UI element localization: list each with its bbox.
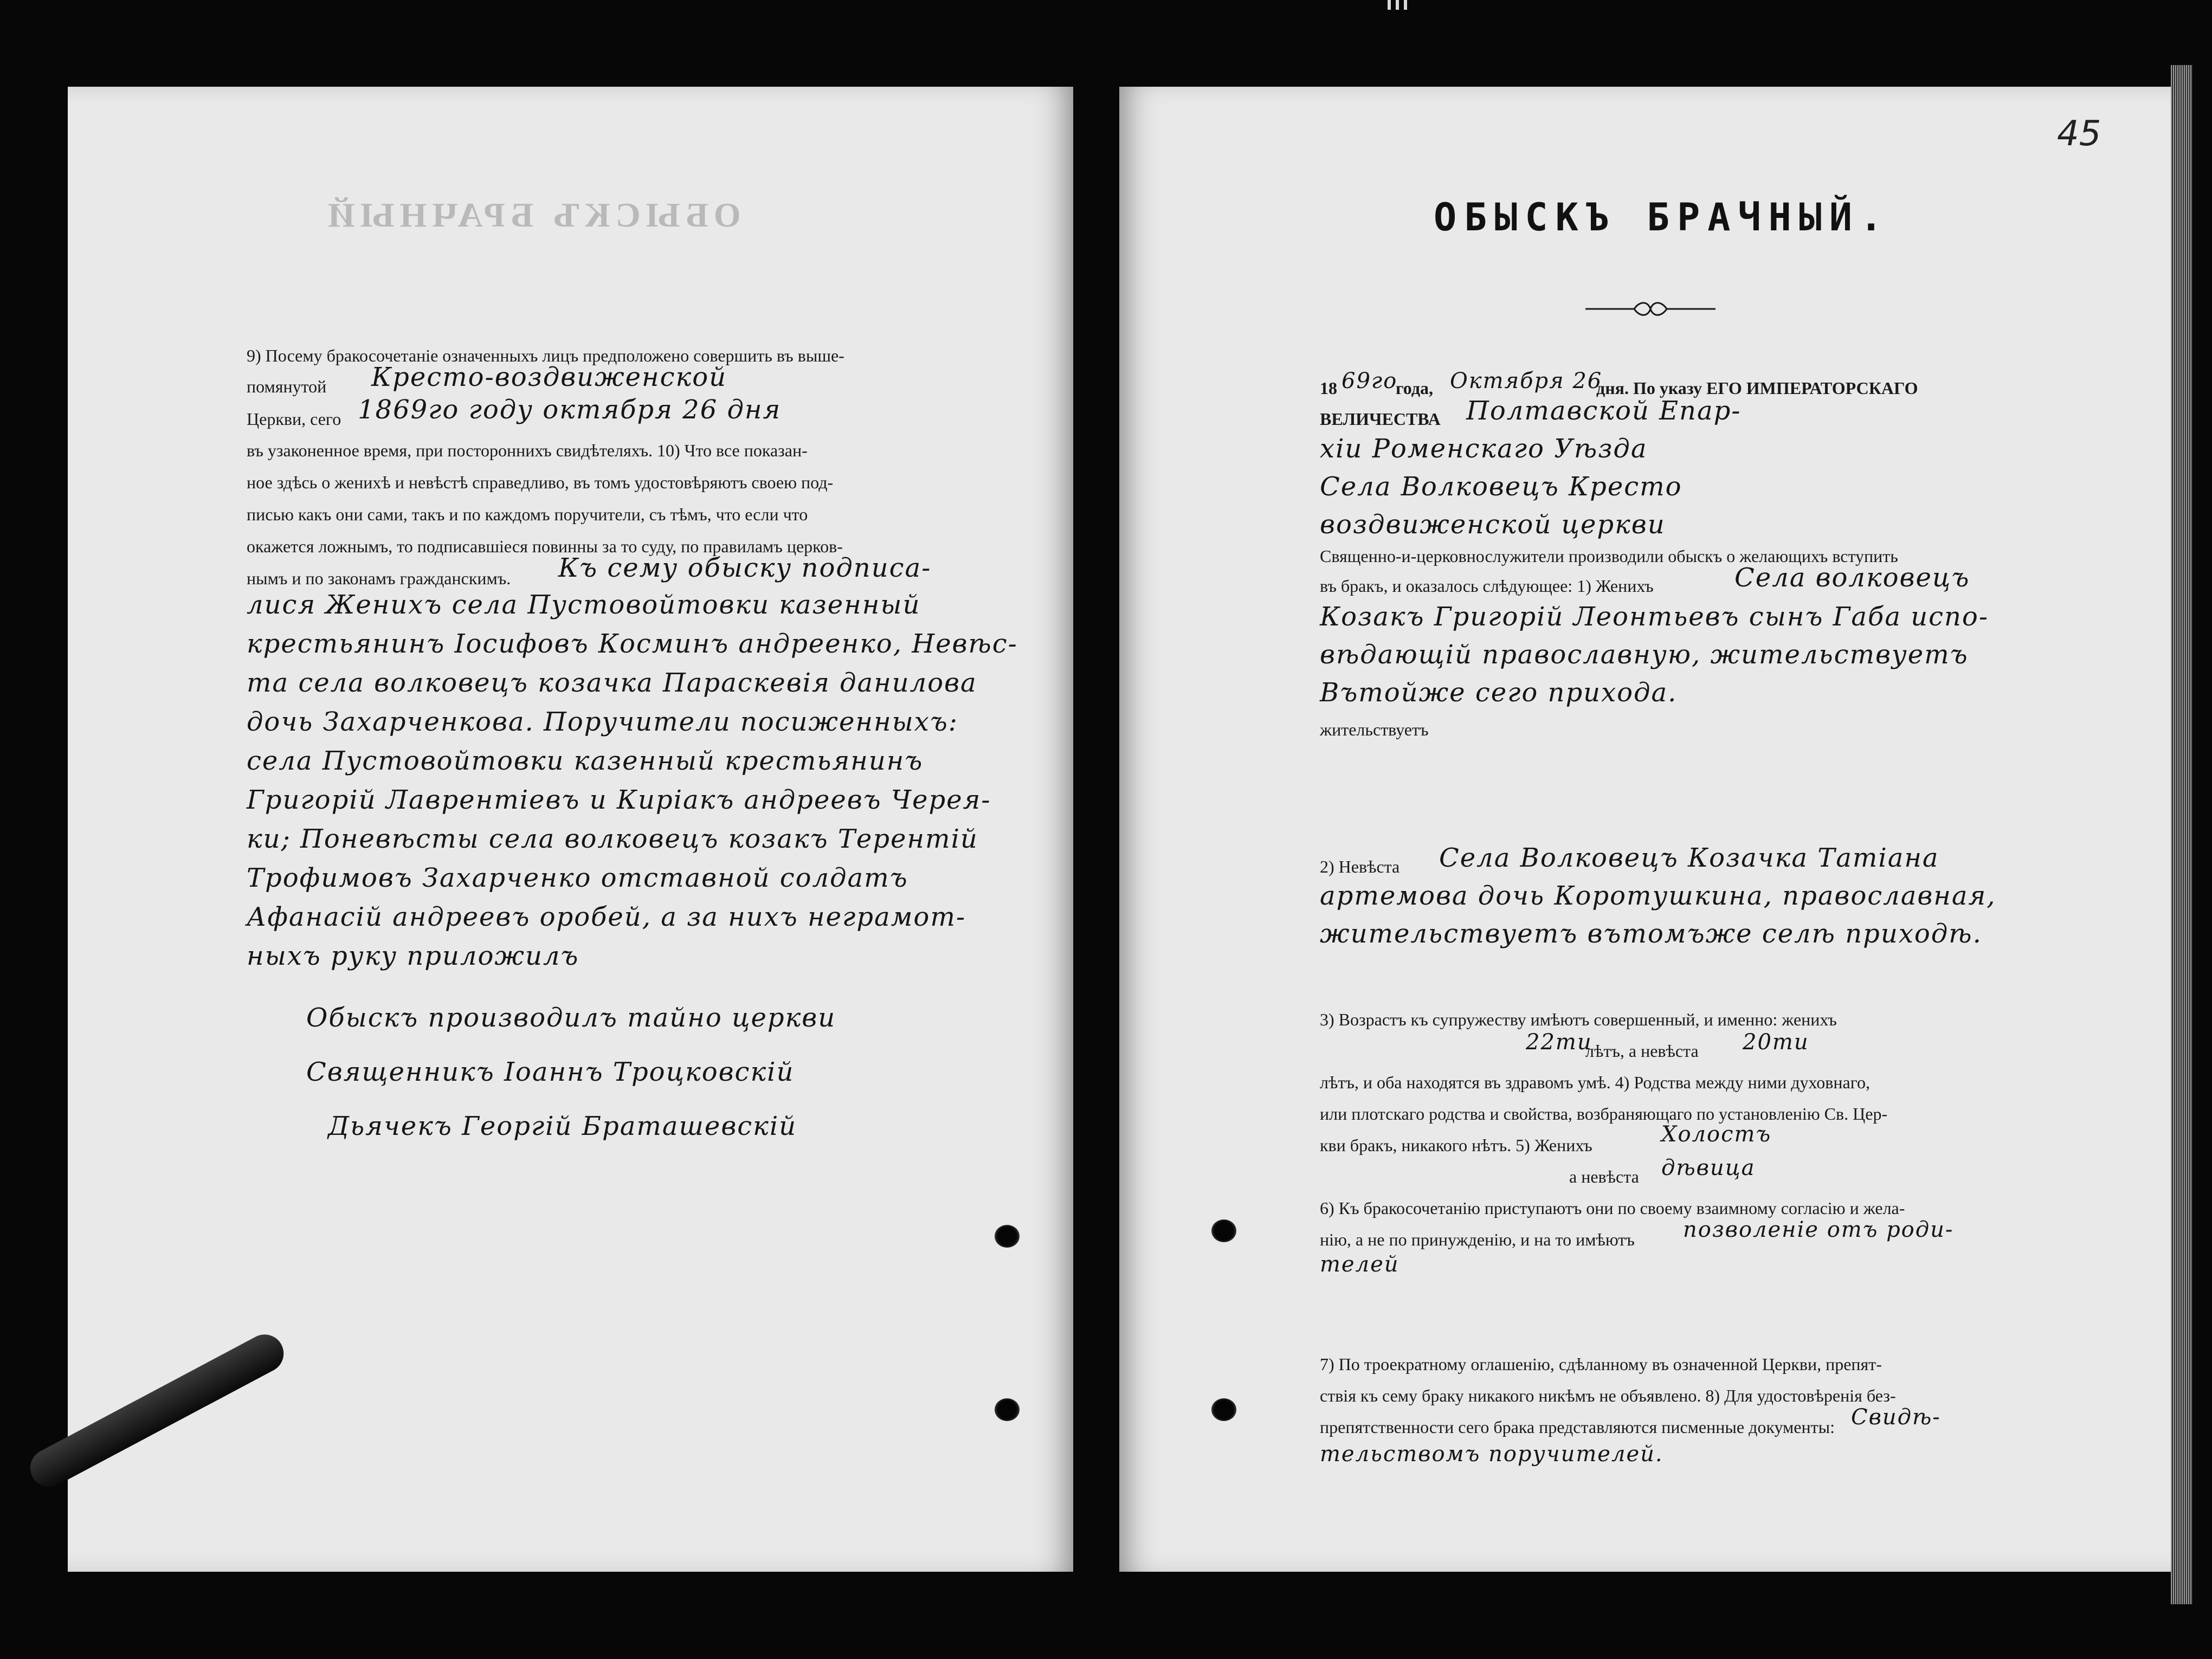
status-bride-hand: дѣвица [1661, 1156, 1756, 1180]
item9-line1: 9) Посему бракосочетаніе означенныхъ лицъ предположено совершить въ выше- [247, 346, 844, 365]
item7-line2: ствія къ сему браку никакого никѣмъ не объявлено. 8) Для удостовѣренія без- [1320, 1386, 1896, 1405]
binding-hole [995, 1225, 1020, 1248]
intro-zhit: жительствуетъ [1320, 720, 1429, 739]
item3-line1: 3) Возрастъ къ супружеству имѣютъ совершенный, и именно: женихъ [1320, 1010, 1837, 1029]
groom-description-hand: вѣдающій православную, жительствуетъ [1320, 640, 1969, 670]
intro-year-hand: 69го [1342, 369, 1398, 393]
handwritten-line: крестьянинъ Іосифовъ Косминъ андреенко, Невѣс- [247, 629, 1018, 659]
intro-hand-line: воздвиженской церкви [1320, 509, 1666, 540]
intro-clergy-line: Священно-и-церковнослужители производили обыскъ о желающихъ вступить [1320, 546, 1898, 566]
item6-line2-label: нію, а не по принужденію, и на то имѣютъ [1320, 1230, 1635, 1249]
item9-line8-hand: Къ сему обыску подписа- [558, 553, 932, 583]
left-page [68, 87, 1073, 1572]
ghost-title-bleedthrough: ОБЫСКЪ БРАЧНЫЙ [323, 196, 741, 234]
age-groom-hand: 22ти [1526, 1030, 1592, 1055]
item7-line1: 7) По троекратному оглашенію, сдѣланному въ означенной Церкви, препят- [1320, 1354, 1882, 1374]
groom-description-hand: Вътойже сего прихода. [1320, 677, 1678, 708]
handwritten-line: ки; Поневѣсты села волковецъ козакъ Терентій [247, 824, 978, 854]
bride-description-hand: артемова дочь Коротушкина, православная, [1320, 881, 1996, 911]
item7-line3-label: препятственности сего брака представляются писменные документы: [1320, 1417, 1835, 1437]
intro-hand-line: Села Волковецъ Кресто [1320, 472, 1682, 502]
binding-hole [1211, 1219, 1236, 1242]
right-page [1119, 87, 2171, 1572]
intro-after-year: года, [1396, 378, 1433, 398]
handwritten-line: Григорій Лаврентіевъ и Киріакъ андреевъ Черея- [247, 785, 991, 815]
item9-line3-label: Церкви, сего [247, 409, 341, 429]
handwritten-line: Трофимовъ Захарченко отставной солдатъ [247, 863, 908, 893]
intro-brak-label: въ бракъ, и оказалось слѣдующее: 1) Женихъ [1320, 576, 1654, 596]
intro-hand-line: Полтавской Епар- [1466, 396, 1742, 426]
signature-line: Обыскъ производилъ тайно церкви [306, 1003, 836, 1033]
intro-hand-line: хіи Роменскаго Уѣзда [1320, 434, 1648, 464]
item9-date-hand: 1869го году октября 26 дня [358, 395, 782, 425]
item3-line5-label: кви бракъ, никакого нѣтъ. 5) Женихъ [1320, 1135, 1592, 1155]
item3-line3: лѣтъ, и оба находятся въ здравомъ умѣ. 4) Родства между ними духовнаго, [1320, 1073, 1871, 1092]
age-bride-hand: 20ти [1743, 1030, 1809, 1055]
page-stack-edge [2171, 65, 2192, 1604]
item9-line5: ное здѣсь о женихѣ и невѣстѣ справедливо, въ томъ удостовѣряютъ своею под- [247, 473, 834, 492]
handwritten-line: та села волковецъ козачка Параскевія данилова [247, 668, 977, 698]
intro-after-month: дня. По указу ЕГО ИМПЕРАТОРСКАГО [1596, 378, 1918, 398]
item9-line7: окажется ложнымъ, то подписавшіеся повинны за то суду, по правиламъ церков- [247, 537, 843, 556]
item7-documents-hand: Свидѣ- [1851, 1405, 1941, 1430]
handwritten-line: Афанасій андреевъ оробей, а за нихъ неграмот- [247, 902, 966, 932]
item6-line1: 6) Къ бракосочетанію приступаютъ они по своему взаимному согласію и жела- [1320, 1198, 1905, 1218]
item2-label: 2) Невѣста [1320, 857, 1400, 876]
handwritten-line: лися Женихъ села Пустовойтовки казенный [247, 590, 921, 620]
item9-church-hand: Кресто-воздвиженской [371, 362, 727, 392]
intro-brak-hand: Села волковецъ [1734, 563, 1970, 593]
status-groom-hand: Холостъ [1661, 1122, 1772, 1147]
ornament-divider [1585, 298, 1716, 320]
item6-permission-hand: телей [1320, 1252, 1400, 1277]
page-number: 45 [2057, 114, 2101, 154]
signature-line: Дьячекъ Георгій Браташевскій [328, 1111, 797, 1141]
groom-description-hand: Козакъ Григорій Леонтьевъ сынъ Габа испо- [1320, 602, 1989, 632]
bride-description-hand: Села Волковецъ Козачка Татіана [1439, 843, 1939, 873]
item3-line4: или плотскаго родства и свойства, возбраняющаго по установленію Св. Цер- [1320, 1104, 1888, 1124]
intro-month-hand: Октября 26 [1450, 369, 1603, 393]
handwritten-line: села Пустовойтовки казенный крестьянинъ [247, 746, 924, 776]
handwritten-line: ныхъ руку приложилъ [247, 941, 579, 971]
handwritten-line: дочь Захарченкова. Поручители посиженныхъ: [247, 707, 958, 737]
signature-line: Священникъ Іоаннъ Троцковскій [306, 1057, 795, 1087]
page-title: ОБЫСКЪ БРАЧНЫЙ. [1434, 195, 1891, 240]
item6-permission-hand: позволеніе отъ роди- [1683, 1217, 1954, 1242]
item3-line2-mid: лѣтъ, а невѣста [1585, 1041, 1699, 1061]
item3-line6-label: а невѣста [1569, 1167, 1639, 1186]
binding-hole [1211, 1398, 1236, 1421]
item9-line8-label: нымъ и по законамъ гражданскимъ. [247, 569, 511, 588]
intro-velichestva: ВЕЛИЧЕСТВА [1320, 409, 1441, 429]
item9-line6: писью какъ они сами, такъ и по каждомъ поручители, съ тѣмъ, что если что [247, 505, 808, 524]
item9-line2-label: помянутой [247, 377, 327, 396]
item9-line4: въ узаконенное время, при постороннихъ свидѣтеляхъ. 10) Что все показан- [247, 441, 808, 460]
intro-year-prefix: 18 [1320, 378, 1337, 398]
item7-documents-hand: тельствомъ поручителей. [1320, 1442, 1663, 1467]
binding-hole [995, 1398, 1020, 1421]
bride-description-hand: жительствуетъ вътомъже селѣ приходѣ. [1320, 919, 1982, 949]
